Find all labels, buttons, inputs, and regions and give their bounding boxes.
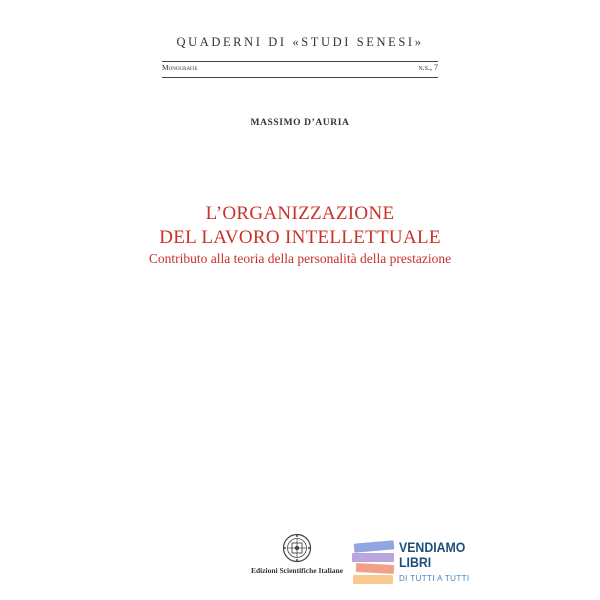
watermark-tagline: DI TUTTI A TUTTI bbox=[399, 574, 470, 583]
series-title: QUADERNI DI «STUDI SENESI» bbox=[176, 35, 424, 49]
subseries-label: Monografie bbox=[162, 63, 198, 72]
volume-number: n.s., 7 bbox=[418, 63, 438, 72]
watermark-line-1: VENDIAMO bbox=[399, 539, 466, 555]
book-subtitle: Contributo alla teoria della personalità della prestazione bbox=[148, 251, 452, 266]
watermark-line-2: LIBRI bbox=[399, 554, 432, 570]
author-name: MASSIMO D’AURIA bbox=[250, 118, 350, 128]
book-title bbox=[0, 202, 600, 250]
title-line-2: DEL LAVORO INTELLETTUALE bbox=[159, 227, 441, 248]
header-rule-bottom bbox=[162, 77, 438, 78]
seal-emblem-icon bbox=[282, 533, 312, 563]
header-rule-top bbox=[162, 61, 438, 62]
watermark-brand bbox=[399, 540, 465, 570]
book-stack-icon bbox=[350, 540, 398, 586]
publisher-name: Edizioni Scientifiche Italiane bbox=[250, 566, 344, 575]
title-line-1: L’ORGANIZZAZIONE bbox=[205, 203, 395, 224]
